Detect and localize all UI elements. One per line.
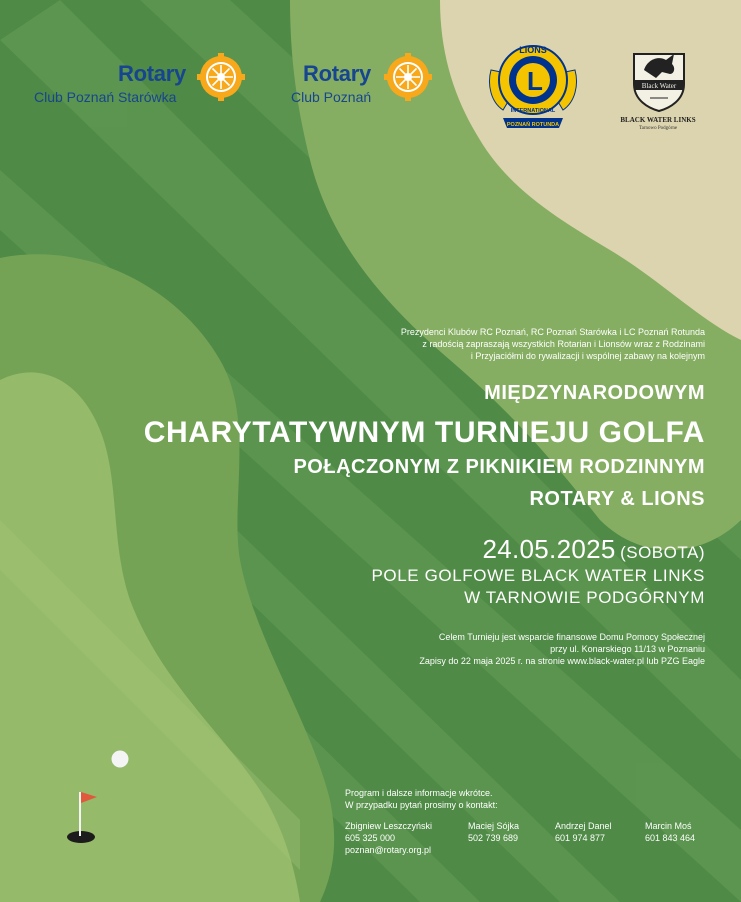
- program-line: Program i dalsze informacje wkrótce.: [345, 788, 493, 798]
- contact-name: Maciej Sójka: [468, 821, 520, 831]
- svg-text:L: L: [527, 66, 543, 96]
- contact-person: [468, 820, 519, 844]
- contact-name: Zbigniew Leszczyński: [345, 821, 433, 831]
- event-info: [285, 631, 705, 667]
- info-line: przy ul. Konarskiego 11/13 w Poznaniu: [550, 644, 705, 654]
- rotary-logo-poznan: [291, 58, 441, 110]
- rotary-club-name: Club Poznań Starówka: [34, 89, 177, 105]
- rotary-wheel-icon: [196, 52, 246, 102]
- contact-person: [345, 820, 432, 856]
- title-line-1: MIĘDZYNARODOWYM: [484, 382, 705, 404]
- lions-top-text: LIONS: [519, 45, 547, 55]
- contact-name: Marcin Moś: [645, 821, 692, 831]
- contact-person: [645, 820, 695, 844]
- info-line: Celem Turnieju jest wsparcie finansowe Domu Pomocy Społecznej: [438, 632, 705, 642]
- event-date-value: 24.05.2025: [482, 534, 616, 564]
- program-note: [345, 787, 498, 811]
- title-line-4: ROTARY & LIONS: [529, 488, 705, 510]
- title-line-2: CHARYTATYWNYM TURNIEJU GOLFA: [143, 416, 705, 449]
- intro-line: Prezydenci Klubów RC Poznań, RC Poznań Starówka i LC Poznań Rotunda: [400, 327, 705, 337]
- venue-line-1: POLE GOLFOWE BLACK WATER LINKS: [371, 566, 705, 585]
- black-water-name: BLACK WATER LINKS: [620, 116, 696, 124]
- contact-phone: 502 739 689: [468, 833, 519, 843]
- contact-phone: 601 843 464: [645, 833, 696, 843]
- info-line: Zapisy do 22 maja 2025 r. na stronie www.black-water.pl lub PZG Eagle: [419, 656, 705, 666]
- black-water-shield-text: Black Water: [641, 82, 677, 90]
- contact-phone: 605 325 000: [345, 833, 396, 843]
- lions-ribbon-text: POZNAŃ ROTUNDA: [506, 122, 560, 128]
- intro-line: z radością zapraszają wszystkich Rotarian i Lionsów wraz z Rodzinami: [422, 339, 705, 349]
- contact-person: [555, 820, 612, 844]
- contact-name: Andrzej Danel: [555, 821, 612, 831]
- rotary-wheel-icon: [383, 52, 433, 102]
- golf-ball-icon: [110, 749, 130, 769]
- title-line-3: POŁĄCZONYM Z PIKNIKIEM RODZINNYM: [293, 456, 705, 478]
- rotary-logo-starowka: [34, 58, 249, 110]
- intro-text: [305, 326, 705, 362]
- lions-logo: [483, 40, 583, 136]
- rotary-club-name: Club Poznań: [291, 89, 372, 105]
- lions-bottom-text: INTERNATIONAL: [510, 108, 556, 114]
- golf-flag-icon: [64, 788, 104, 848]
- event-day: (SOBOTA): [620, 543, 705, 562]
- rotary-wordmark: Rotary: [303, 61, 371, 86]
- contact-email: poznan@rotary.org.pl: [345, 845, 432, 855]
- event-date: [482, 534, 705, 565]
- black-water-shield-icon: [630, 44, 688, 112]
- lions-emblem-icon: [483, 40, 583, 136]
- intro-line: i Przyjaciółmi do rywalizacji i wspólnej zabawy na kolejnym: [470, 351, 705, 361]
- event-venue: [285, 565, 705, 609]
- black-water-subtitle: Tarnowo Podgórne: [638, 126, 678, 131]
- contact-phone: 601 974 877: [555, 833, 606, 843]
- rotary-wordmark: Rotary: [118, 61, 186, 86]
- program-line: W przypadku pytań prosimy o kontakt:: [345, 800, 498, 810]
- venue-line-2: W TARNOWIE PODGÓRNYM: [464, 588, 705, 607]
